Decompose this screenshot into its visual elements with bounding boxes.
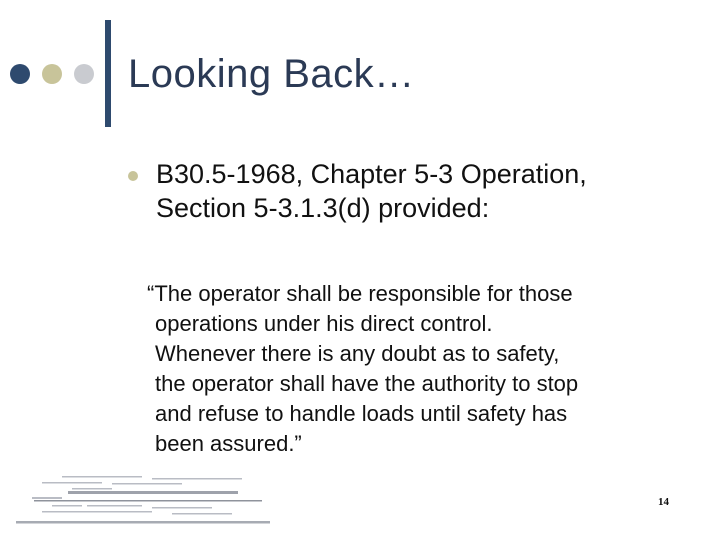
dot-navy — [10, 64, 30, 84]
quote-block — [147, 279, 687, 459]
quote-line: operations under his direct control. — [155, 311, 493, 336]
page-number: 14 — [658, 496, 669, 508]
bullet-text — [156, 157, 587, 225]
faded-document-image — [12, 470, 277, 528]
bullet-marker — [128, 171, 138, 181]
quote-line: “The operator shall be responsible for those — [147, 281, 573, 306]
dot-grey — [74, 64, 94, 84]
quote-line: Whenever there is any doubt as to safety, — [155, 341, 560, 366]
quote-line: and refuse to handle loads until safety has — [155, 401, 568, 426]
slide-title: Looking Back… — [128, 52, 415, 96]
quote-line: been assured.” — [155, 431, 302, 456]
quote-line: the operator shall have the authority to stop — [155, 371, 579, 396]
decorative-dots — [10, 64, 100, 84]
title-divider-bar — [105, 20, 111, 127]
bullet-line-2: Section 5-3.1.3(d) provided: — [156, 193, 490, 223]
bullet-line-1: B30.5-1968, Chapter 5-3 Operation, — [156, 159, 587, 189]
dot-khaki — [42, 64, 62, 84]
